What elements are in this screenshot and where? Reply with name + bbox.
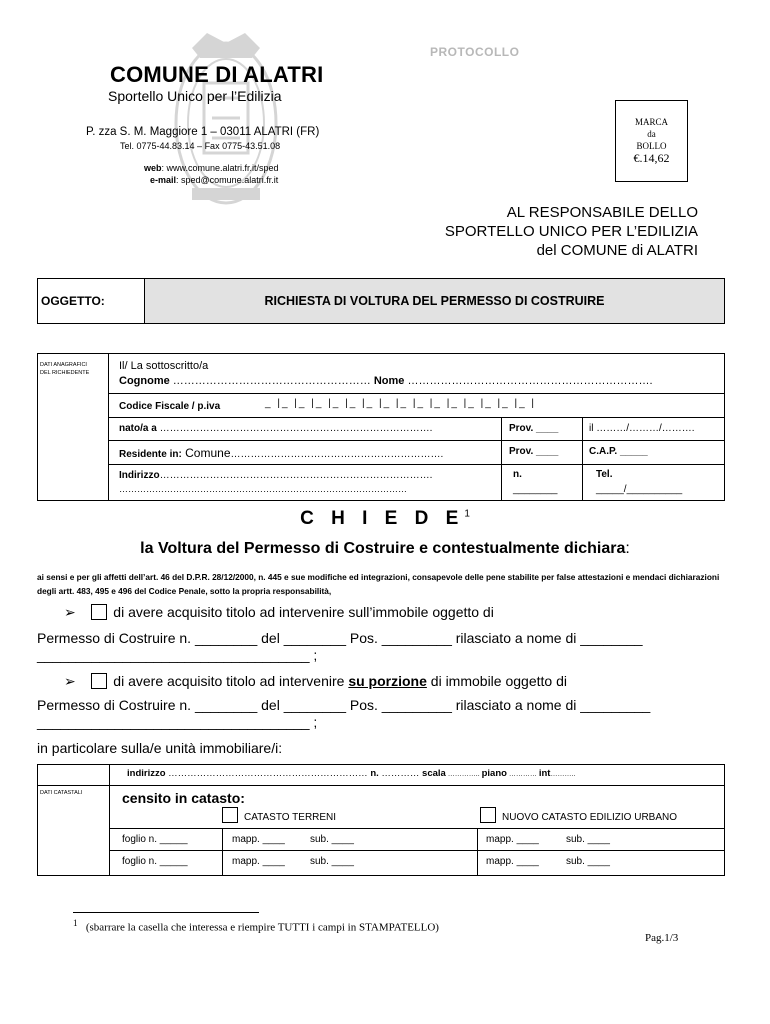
voltura-title — [0, 540, 770, 558]
col-divider — [501, 417, 502, 501]
office-web — [144, 163, 279, 173]
subject-text: RICHIESTA DI VOLTURA DEL PERMESSO DI COSTRUIRE — [145, 279, 724, 323]
option-2-text-a: di avere acquisito titolo ad intervenire — [113, 673, 349, 689]
cat-n-label: n. — [370, 768, 379, 779]
option-1-line-2[interactable]: Permesso di Costruire n. ________ del ________ Pos. _________ rilasciato a nome di ________ — [37, 630, 643, 646]
marca-price: €.14,62 — [633, 151, 670, 165]
email-label: e-mail — [150, 175, 177, 185]
option-2-line-3[interactable]: ___________________________________ ; — [37, 714, 318, 730]
mapp-field-2b[interactable]: mapp. ____ — [486, 856, 539, 867]
option-2-text-b: di immobile oggetto di — [426, 673, 567, 689]
arrow-icon: ➢ — [64, 673, 76, 689]
cat-piano-dots: ………… — [506, 771, 539, 778]
email-value: : sped@comune.alatri.fr.it — [176, 175, 279, 185]
municipality-title: COMUNE DI ALATRI — [110, 62, 324, 87]
marca-line-1: MARCA — [634, 117, 668, 127]
prov2-field[interactable]: Prov. ____ — [509, 446, 559, 457]
urbano-label: NUOVO CATASTO EDILIZIO URBANO — [502, 812, 678, 823]
residente-field[interactable] — [119, 446, 443, 460]
cat-n-dots: ………… — [378, 768, 423, 779]
catasto-urbano-checkbox[interactable] — [480, 807, 496, 823]
protocollo-label: PROTOCOLLO — [430, 45, 520, 59]
footnote-divider — [73, 912, 259, 913]
cat-scala-dots: ………….. — [445, 771, 482, 778]
cat-indirizzo-label: indirizzo — [127, 768, 166, 779]
side-line-1: DATI ANAGRAFICI — [40, 362, 87, 368]
sub-field-1a[interactable]: sub. ____ — [310, 834, 354, 845]
cat-int-dots: ……….. — [550, 771, 576, 778]
nato-field[interactable] — [119, 423, 432, 434]
cognome-dots: ……………………………………………… — [169, 375, 374, 387]
mapp-field-1a[interactable]: mapp. ____ — [232, 834, 285, 845]
subject-label: OGGETTO: — [37, 278, 145, 324]
web-label: web — [144, 163, 162, 173]
footnote-ref: 1 — [464, 508, 470, 520]
n-label: n. — [513, 469, 522, 480]
office-address: P. zza S. M. Maggiore 1 – 03011 ALATRI (FR) — [86, 126, 320, 138]
row-divider — [109, 417, 725, 418]
col-divider — [109, 764, 110, 876]
nato-label: nato/a a — [119, 423, 157, 434]
censito-label: censito in catasto: — [122, 790, 245, 806]
option-1-text: di avere acquisito titolo ad intervenire sull’immobile oggetto di — [113, 604, 494, 620]
footnote — [73, 918, 439, 934]
cat-scala-label: scala — [422, 768, 446, 779]
codice-fiscale-label: Codice Fiscale / p.iva — [119, 401, 221, 412]
codice-fiscale-field[interactable]: _ |_ |_ |_ |_ |_ |_ |_ |_ |_ |_ |_ |_ |_ |_ |_ | — [265, 398, 536, 409]
office-phone: Tel. 0775-44.83.14 – Fax 0775-43.51.08 — [120, 141, 281, 151]
chiede-title — [0, 508, 770, 530]
catasto-terreni-option[interactable] — [222, 807, 336, 823]
option-1-line-3[interactable]: ___________________________________ ; — [37, 647, 318, 663]
recipient-line-2: SPORTELLO UNICO PER L’EDILIZIA — [444, 223, 698, 240]
row-divider — [109, 440, 725, 441]
voltura-colon: : — [625, 540, 630, 557]
particolare-label: in particolare sulla/e unità immobiliare/i: — [37, 740, 283, 756]
option-2-line-2[interactable]: Permesso di Costruire n. ________ del ________ Pos. _________ rilasciato a nome di _________ — [37, 697, 651, 713]
option-2 — [64, 673, 567, 690]
revenue-stamp-box — [615, 100, 688, 182]
marca-line-3: BOLLO — [636, 141, 667, 151]
row-divider — [37, 785, 725, 786]
indirizzo-label: Indirizzo — [119, 470, 160, 481]
cat-int-label: int — [538, 768, 551, 779]
sub-field-1b[interactable]: sub. ____ — [566, 834, 610, 845]
date-field[interactable]: il ………/………/………. — [589, 423, 695, 434]
nome-label: Nome — [373, 375, 405, 387]
chiede-text: C H I E D E — [300, 508, 465, 529]
applicant-data-side-label — [37, 353, 109, 501]
cognome-label: Cognome — [119, 375, 170, 387]
cognome-nome-field[interactable] — [119, 375, 653, 387]
nome-dots: …………………………………………………………. — [404, 375, 653, 387]
option-2-checkbox[interactable] — [91, 673, 107, 689]
footnote-text: (sbarrare la casella che interessa e riempire TUTTI i campi in STAMPATELLO) — [85, 921, 439, 934]
office-email — [150, 175, 278, 185]
web-value: : www.comune.alatri.fr.it/sped — [161, 163, 279, 173]
row-divider — [109, 850, 725, 851]
page-number: Pag.1/3 — [645, 932, 679, 944]
arrow-icon: ➢ — [64, 604, 76, 620]
n-field[interactable]: ________ — [513, 484, 558, 495]
row-divider — [109, 464, 725, 465]
cat-piano-label: piano — [481, 768, 507, 779]
tel-label: Tel. — [596, 469, 613, 480]
sub-field-2a[interactable]: sub. ____ — [310, 856, 354, 867]
recipient-block — [445, 203, 698, 260]
marca-line-2: da — [647, 129, 656, 139]
side-line-2: DEL RICHIEDENTE — [40, 370, 90, 376]
terreni-label: CATASTO TERRENI — [244, 812, 337, 823]
foglio-field-1[interactable]: foglio n. _____ — [122, 834, 188, 845]
col-divider — [477, 828, 478, 876]
comune-label: Comune — [181, 446, 231, 460]
voltura-text: la Voltura del Permesso di Costruire e contestualmente dichiara — [140, 540, 626, 557]
catasto-terreni-checkbox[interactable] — [222, 807, 238, 823]
col-divider — [222, 828, 223, 876]
sub-field-2b[interactable]: sub. ____ — [566, 856, 610, 867]
indirizzo-dots-2: …………………………………………………………………………………… — [119, 484, 407, 494]
mapp-field-2a[interactable]: mapp. ____ — [232, 856, 285, 867]
mapp-field-1b[interactable]: mapp. ____ — [486, 834, 539, 845]
row-divider — [109, 828, 725, 829]
office-name-text: Sportello Unico per l’Edilizia — [108, 88, 282, 104]
col-divider — [582, 417, 583, 501]
res-dots: ………………………………………………………. — [230, 449, 444, 460]
row-divider — [109, 393, 725, 394]
cap-field[interactable]: C.A.P. _____ — [589, 446, 648, 457]
option-2-bold: su porzione — [348, 673, 427, 689]
cat-ind-dots: ……………………………………………………… — [165, 768, 371, 779]
catasto-urbano-option[interactable] — [480, 807, 677, 823]
tel-field[interactable]: _____/__________ — [596, 484, 683, 495]
indirizzo-field[interactable] — [119, 470, 432, 481]
ind-dots: ………………………………………………………………………. — [159, 470, 433, 481]
foglio-field-2[interactable]: foglio n. _____ — [122, 856, 188, 867]
nato-dots: ………………………………………………………………………. — [156, 423, 433, 434]
recipient-line-1: AL RESPONSABILE DELLO — [506, 204, 698, 221]
office-name — [108, 88, 282, 104]
prov-field[interactable]: Prov. ____ — [509, 423, 559, 434]
recipient-line-3: del COMUNE di ALATRI — [536, 242, 698, 259]
cadastral-side-label: DATI CATASTALI — [40, 790, 83, 796]
option-1-checkbox[interactable] — [91, 604, 107, 620]
sottoscritto-label: Il/ La sottoscritto/a — [119, 360, 209, 372]
cadastral-address-field[interactable] — [127, 768, 575, 779]
footnote-number: 1 — [73, 918, 78, 928]
option-1 — [64, 604, 494, 621]
residente-label: Residente in: — [119, 449, 182, 460]
legal-declaration: ai sensi e per gli affetti dell’art. 46 del D.P.R. 28/12/2000, n. 445 e sue modifiche ed integrazioni, consapevole delle pene stabilite per false attestazioni e mendaci dichiarazioni degli artt. 483, 495 e 496 del Codice Penale, sotto la propria responsabilità, — [37, 572, 720, 596]
